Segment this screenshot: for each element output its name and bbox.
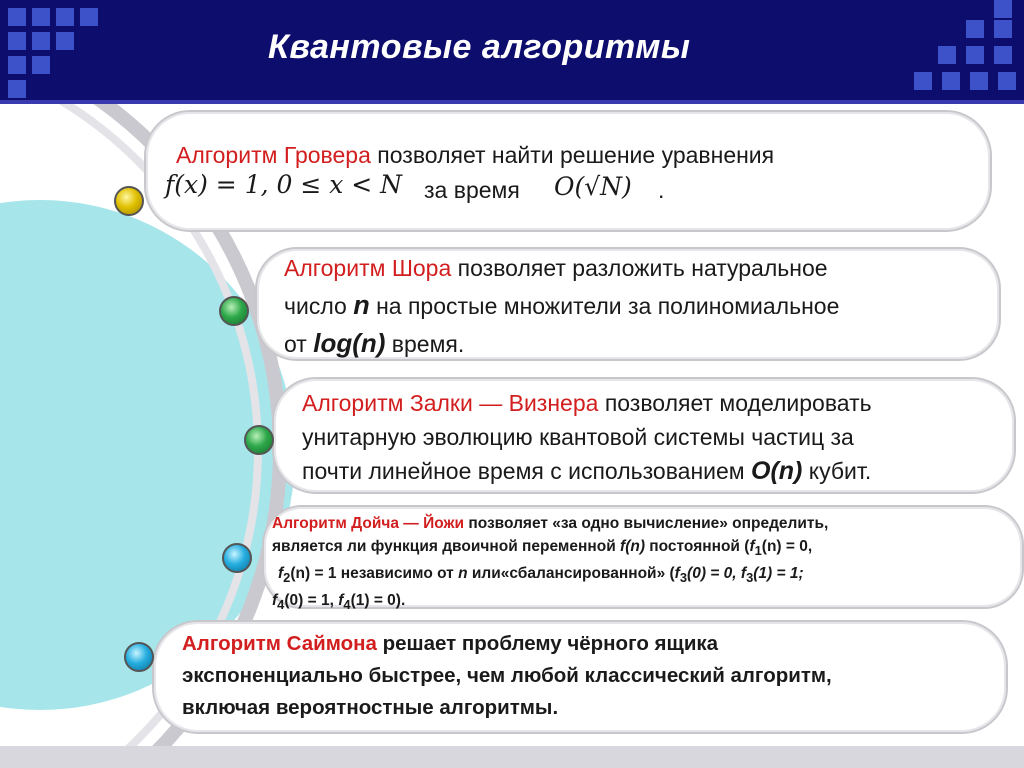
decor-square [32, 32, 50, 50]
green-bullet-icon [219, 296, 249, 326]
deutsch-sub3b: 3 [746, 570, 754, 586]
zalka-line-2: унитарную эволюцию квантовой системы частиц за [302, 424, 854, 450]
deutsch-line-4 [272, 589, 828, 616]
zalka-l3-prefix: почти линейное время с использованием [302, 458, 745, 484]
deutsch-n: n [458, 565, 468, 583]
deutsch-line-3 [272, 562, 828, 589]
grover-time-prefix: за время [424, 177, 520, 203]
shor-name: Алгоритм Шора [284, 255, 452, 281]
header-underline [0, 100, 1024, 104]
blue-bullet-icon [124, 642, 154, 672]
zalka-l3-suffix: кубит. [808, 458, 872, 484]
shor-l2-suffix: на простые множители за полиномиальное [376, 293, 840, 319]
deutsch-sub2: 2 [283, 570, 291, 586]
shor-text [284, 250, 839, 363]
decor-square [970, 72, 988, 90]
deutsch-l3-b: или«сбалансированной» ( [471, 565, 675, 583]
deutsch-line-2 [272, 535, 828, 562]
deutsch-fn: f(n) [620, 538, 645, 555]
green-bullet-icon [244, 425, 274, 455]
zalka-text [302, 386, 872, 488]
zalka-line-1 [302, 386, 872, 420]
decor-square [8, 56, 26, 74]
deutsch-f4b: f [338, 592, 344, 610]
decor-square [56, 8, 74, 26]
grover-line1: позволяет найти решение уравнения [377, 142, 775, 168]
decor-square [994, 0, 1012, 18]
grover-line-2 [424, 176, 520, 204]
decor-square [32, 8, 50, 26]
deutsch-f2: f [278, 565, 284, 583]
header [0, 0, 1024, 104]
deutsch-l2-a: является ли функция двоичной переменной [272, 538, 616, 555]
decor-square [8, 8, 26, 26]
decor-square [8, 32, 26, 50]
deutsch-l3-c: (0) = 0, [687, 565, 737, 583]
shor-l3-suffix: время. [391, 331, 465, 357]
shor-var-n: n [353, 290, 370, 320]
simon-line-1 [182, 628, 832, 660]
shor-l3-prefix: от [284, 331, 307, 357]
slide-title: Квантовые алгоритмы [268, 28, 691, 66]
deutsch-l2-c: (n) = 0, [761, 538, 813, 555]
simon-line-3: включая вероятностные алгоритмы. [182, 696, 559, 719]
deutsch-f3b: f [740, 565, 747, 583]
deutsch-text [272, 512, 828, 616]
simon-text [182, 628, 832, 724]
deutsch-l2-b: постоянной ( [649, 538, 750, 555]
blue-bullet-icon [222, 543, 252, 573]
grover-formula: f(x) = 1, 0 ≤ x < N [165, 170, 403, 199]
grover-name: Алгоритм Гровера [176, 142, 371, 168]
grover-line-1 [176, 141, 774, 169]
deutsch-sub1: 1 [754, 543, 762, 559]
deutsch-l3-a: (n) = 1 независимо от [290, 565, 454, 583]
grover-complexity: O(√N) [554, 172, 632, 201]
simon-line1: решает проблему чёрного ящика [382, 632, 719, 655]
decor-square [56, 32, 74, 50]
yellow-bullet-icon [114, 186, 144, 216]
deutsch-sub4: 4 [277, 597, 285, 613]
bottom-bar [0, 746, 1024, 768]
decor-square [966, 46, 984, 64]
deutsch-l1-rest: позволяет «за одно вычисление» определить, [468, 515, 829, 532]
decor-square [994, 46, 1012, 64]
decor-square [942, 72, 960, 90]
simon-line-2: экспоненциально быстрее, чем любой классический алгоритм, [182, 664, 832, 687]
deutsch-sub3: 3 [679, 570, 688, 586]
decor-square [994, 20, 1012, 38]
zalka-line-3 [302, 454, 872, 488]
deutsch-sub4b: 4 [343, 597, 351, 613]
deutsch-f1: f [749, 538, 755, 555]
shor-line1: позволяет разложить натуральное [457, 255, 828, 281]
deutsch-f4: f [272, 592, 278, 610]
decor-square [938, 46, 956, 64]
deutsch-line-1 [272, 512, 828, 535]
zalka-line1: позволяет моделировать [604, 390, 872, 416]
shor-line-3 [284, 325, 839, 363]
decor-square [966, 20, 984, 38]
decor-square [914, 72, 932, 90]
shor-l2-prefix: число [284, 293, 347, 319]
deutsch-l4-a: (0) = 1, [284, 592, 334, 610]
simon-name: Алгоритм Саймона [182, 632, 377, 655]
shor-log-expr: log(n) [313, 328, 386, 358]
deutsch-name: Алгоритм Дойча — Йожи [272, 515, 465, 532]
deutsch-l4-b: (1) = 0). [350, 592, 406, 610]
zalka-on-expr: O(n) [751, 457, 803, 485]
grover-end: . [658, 177, 665, 203]
deutsch-f3: f [674, 565, 680, 583]
zalka-name: Алгоритм Залки — Визнера [302, 390, 599, 416]
decor-square [8, 80, 26, 98]
shor-line-1 [284, 250, 839, 287]
decor-square [998, 72, 1016, 90]
deutsch-l3-d: (1) = 1; [753, 565, 804, 583]
shor-line-2 [284, 287, 839, 325]
decor-square [80, 8, 98, 26]
decor-square [32, 56, 50, 74]
